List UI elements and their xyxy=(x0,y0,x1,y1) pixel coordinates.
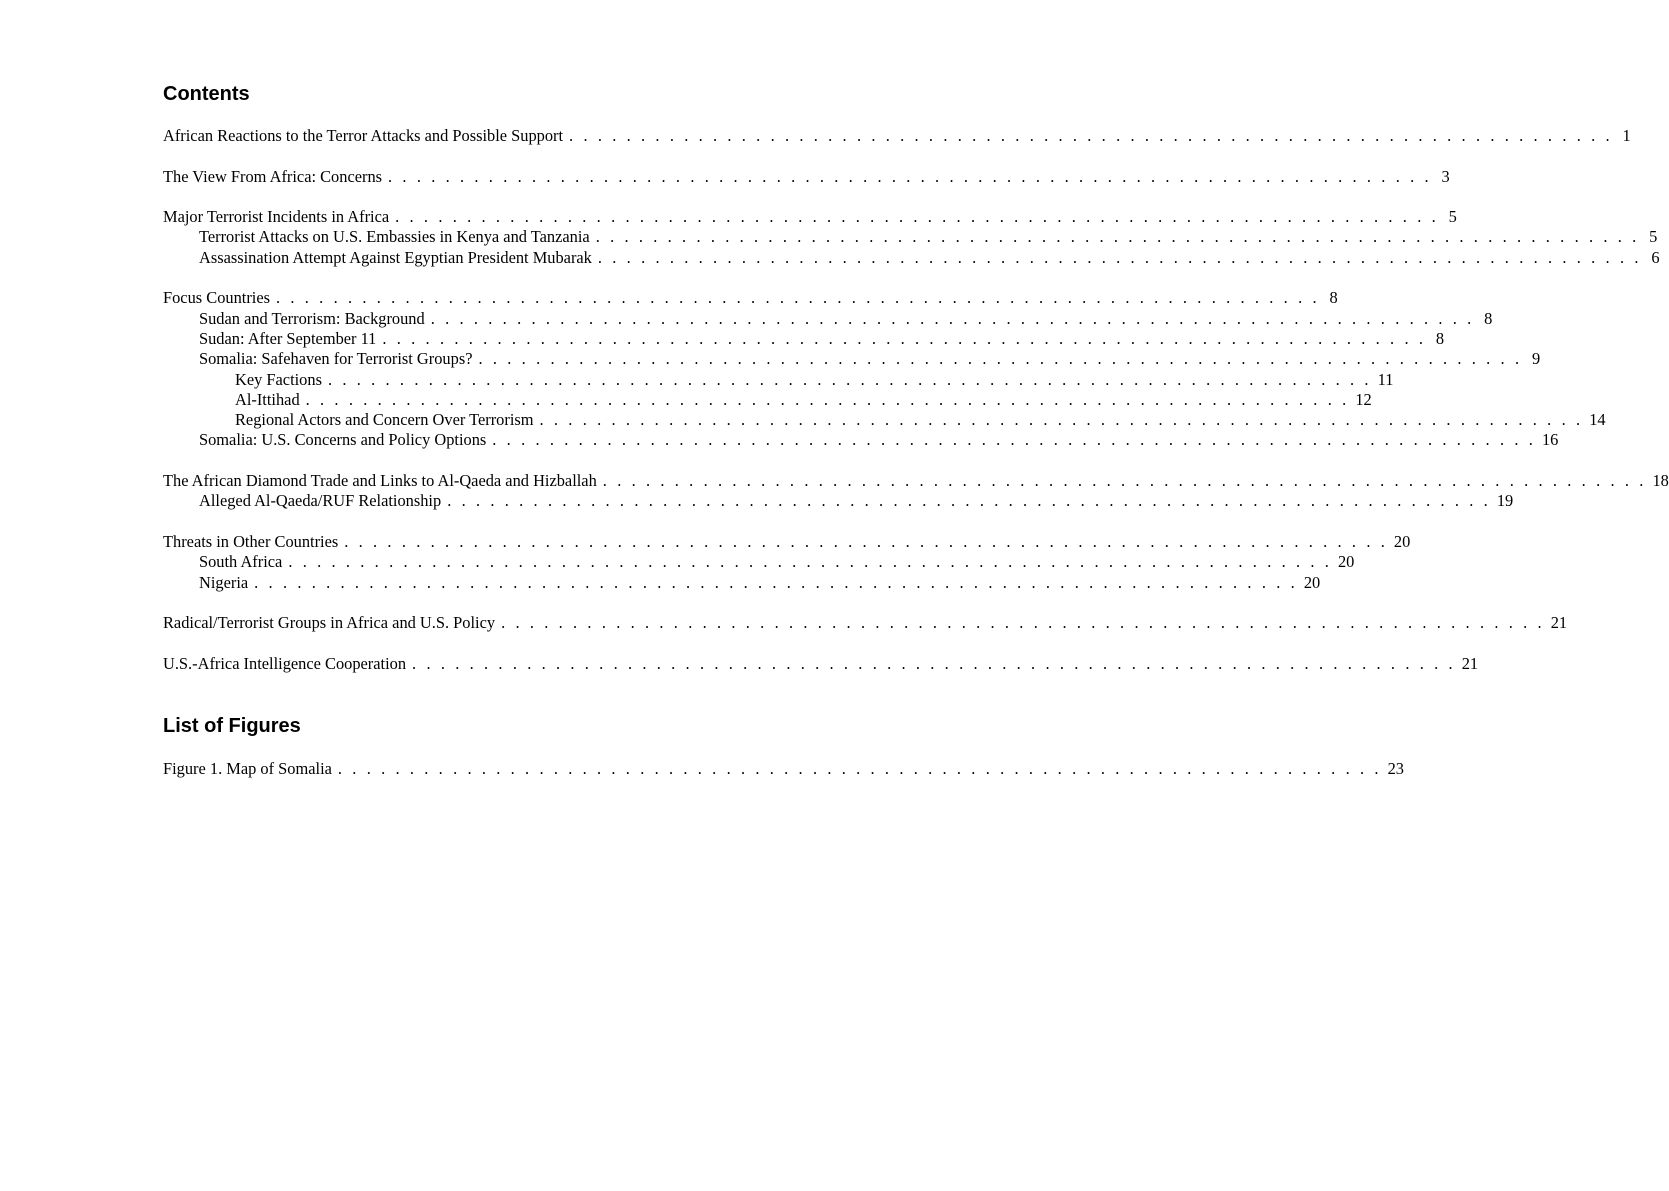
toc-entry-page: 5 xyxy=(1448,207,1457,227)
toc-entry-title: Assassination Attempt Against Egyptian President Mubarak xyxy=(199,247,592,267)
toc-entry-page: 20 xyxy=(1393,531,1411,551)
toc-entry-page: 8 xyxy=(1329,288,1338,308)
toc-entry[interactable] xyxy=(163,126,1631,146)
toc-entry-page: 14 xyxy=(1589,410,1606,430)
toc-entry-page: 8 xyxy=(1484,308,1493,328)
toc-entry-page: 20 xyxy=(1337,552,1355,572)
toc-entry-title: Terrorist Attacks on U.S. Embassies in Kenya and Tanzania xyxy=(199,227,590,247)
dot-leader: . . . . . . . . . . . . . . . . . . . . . . . . . . . . . . . . . . . . . . . . . . . . . . . . . . . . . . . . . . . . . . . . . . . . . . . . . xyxy=(492,430,1536,450)
toc-entry[interactable] xyxy=(163,247,1660,268)
toc-entry[interactable] xyxy=(163,308,1493,329)
contents-list xyxy=(163,126,1669,674)
toc-entry-page: 21 xyxy=(1550,613,1568,633)
toc-entry[interactable] xyxy=(163,430,1559,450)
toc-entry-page: 18 xyxy=(1652,471,1669,491)
toc-entry[interactable] xyxy=(163,613,1568,633)
toc-entry[interactable] xyxy=(163,410,1606,430)
toc-entry-title: Sudan and Terrorism: Background xyxy=(199,308,425,328)
toc-entry-title: Major Terrorist Incidents in Africa xyxy=(163,207,390,227)
toc-entry-title: Sudan: After September 11 xyxy=(199,328,377,348)
dot-leader: . . . . . . . . . . . . . . . . . . . . . . . . . . . . . . . . . . . . . . . . . . . . . . . . . . . . . . . . . . . . . . . . . . . . . . . . . xyxy=(602,471,1647,491)
toc-entry-title: U.S.-Africa Intelligence Cooperation xyxy=(163,653,407,673)
toc-entry-page: 16 xyxy=(1541,430,1559,450)
dot-leader: . . . . . . . . . . . . . . . . . . . . . . . . . . . . . . . . . . . . . . . . . . . . . . . . . . . . . . . . . . . . . . . . . . . . . . . . . xyxy=(501,613,1545,633)
dot-leader: . . . . . . . . . . . . . . . . . . . . . . . . . . . . . . . . . . . . . . . . . . . . . . . . . . . . . . . . . . . . . . . . . . . . . . . . . xyxy=(305,389,1350,409)
figure-entry-title: Figure 1. Map of Somalia xyxy=(163,759,332,778)
toc-entry-page: 19 xyxy=(1496,491,1514,511)
contents-heading: Contents xyxy=(163,83,250,105)
toc-entry[interactable] xyxy=(163,572,1321,593)
dot-leader: . . . . . . . . . . . . . . . . . . . . . . . . . . . . . . . . . . . . . . . . . . . . . . . . . . . . . . . . . . . . . . . . . . . . . . . . . xyxy=(337,759,1382,778)
dot-leader: . . . . . . . . . . . . . . . . . . . . . . . . . . . . . . . . . . . . . . . . . . . . . . . . . . . . . . . . . . . . . . . . . . . . . . . . . xyxy=(597,247,1642,267)
toc-entry-page: 6 xyxy=(1651,247,1660,267)
toc-entry-title: Al-Ittihad xyxy=(235,389,300,409)
dot-leader: . . . . . . . . . . . . . . . . . . . . . . . . . . . . . . . . . . . . . . . . . . . . . . . . . . . . . . . . . . . . . . . . . . . . . . . . . xyxy=(539,410,1584,430)
dot-leader: . . . . . . . . . . . . . . . . . . . . . . . . . . . . . . . . . . . . . . . . . . . . . . . . . . . . . . . . . . . . . . . . . . . . . . . . . xyxy=(430,308,1475,328)
toc-entry-page: 21 xyxy=(1461,653,1479,673)
figures-list xyxy=(163,759,1404,779)
toc-entry-title: South Africa xyxy=(199,552,283,572)
dot-leader: . . . . . . . . . . . . . . . . . . . . . . . . . . . . . . . . . . . . . . . . . . . . . . . . . . . . . . . . . . . . . . . . . . . . . . . . . xyxy=(327,369,1372,389)
toc-entry[interactable] xyxy=(163,531,1411,552)
toc-entry-page: 11 xyxy=(1377,369,1394,389)
dot-leader: . . . . . . . . . . . . . . . . . . . . . . . . . . . . . . . . . . . . . . . . . . . . . . . . . . . . . . . . . . . . . . . . . . . . . . . . . xyxy=(447,491,1491,511)
toc-entry-title: The African Diamond Trade and Links to Al-Qaeda and Hizballah xyxy=(163,471,597,491)
dot-leader: . . . . . . . . . . . . . . . . . . . . . . . . . . . . . . . . . . . . . . . . . . . . . . . . . . . . . . . . . . . . . . . . . . . . . . . . . xyxy=(344,531,1388,551)
toc-entry-title: Alleged Al-Qaeda/RUF Relationship xyxy=(199,491,442,511)
dot-leader: . . . . . . . . . . . . . . . . . . . . . . . . . . . . . . . . . . . . . . . . . . . . . . . . . . . . . . . . . . . . . . . . . . . . . . . . . xyxy=(569,126,1613,145)
toc-entry[interactable] xyxy=(163,389,1372,410)
dot-leader: . . . . . . . . . . . . . . . . . . . . . . . . . . . . . . . . . . . . . . . . . . . . . . . . . . . . . . . . . . . . . . . . . . . . . . . . . xyxy=(254,572,1298,592)
dot-leader: . . . . . . . . . . . . . . . . . . . . . . . . . . . . . . . . . . . . . . . . . . . . . . . . . . . . . . . . . . . . . . . . . . . . . . . . . xyxy=(412,653,1456,673)
toc-entry[interactable] xyxy=(163,166,1450,187)
toc-entry-page: 5 xyxy=(1649,227,1658,247)
toc-entry[interactable] xyxy=(163,288,1338,308)
figure-entry-page: 23 xyxy=(1387,759,1404,778)
toc-entry-page: 9 xyxy=(1531,349,1541,369)
dot-leader: . . . . . . . . . . . . . . . . . . . . . . . . . . . . . . . . . . . . . . . . . . . . . . . . . . . . . . . . . . . . . . . . . . . . . . . . . xyxy=(388,166,1432,186)
dot-leader: . . . . . . . . . . . . . . . . . . . . . . . . . . . . . . . . . . . . . . . . . . . . . . . . . . . . . . . . . . . . . . . . . . . . . . . . . xyxy=(382,328,1427,348)
dot-leader: . . . . . . . . . . . . . . . . . . . . . . . . . . . . . . . . . . . . . . . . . . . . . . . . . . . . . . . . . . . . . . . . . . . . . . . . . xyxy=(276,288,1320,308)
figure-entry[interactable] xyxy=(163,759,1404,779)
dot-leader: . . . . . . . . . . . . . . . . . . . . . . . . . . . . . . . . . . . . . . . . . . . . . . . . . . . . . . . . . . . . . . . . . . . . . . . . . xyxy=(478,349,1523,369)
toc-entry-page: 1 xyxy=(1622,126,1631,145)
toc-entry-title: Key Factions xyxy=(235,369,322,389)
toc-entry[interactable] xyxy=(163,491,1514,511)
toc-entry-page: 12 xyxy=(1355,389,1372,409)
toc-entry-page: 20 xyxy=(1303,572,1321,592)
toc-entry-title: African Reactions to the Terror Attacks and Possible Support xyxy=(163,126,564,145)
toc-entry-title: Threats in Other Countries xyxy=(163,531,339,551)
toc-entry-title: Regional Actors and Concern Over Terrorism xyxy=(235,410,534,430)
toc-entry[interactable] xyxy=(163,207,1457,227)
toc-entry-page: 3 xyxy=(1441,166,1450,186)
toc-entry[interactable] xyxy=(163,653,1479,674)
toc-entry[interactable] xyxy=(163,328,1445,349)
dot-leader: . . . . . . . . . . . . . . . . . . . . . . . . . . . . . . . . . . . . . . . . . . . . . . . . . . . . . . . . . . . . . . . . . . . . . . . . . xyxy=(395,207,1439,227)
toc-entry[interactable] xyxy=(163,349,1541,369)
toc-entry-page: 8 xyxy=(1435,328,1445,348)
dot-leader: . . . . . . . . . . . . . . . . . . . . . . . . . . . . . . . . . . . . . . . . . . . . . . . . . . . . . . . . . . . . . . . . . . . . . . . . . xyxy=(288,552,1332,572)
dot-leader: . . . . . . . . . . . . . . . . . . . . . . . . . . . . . . . . . . . . . . . . . . . . . . . . . . . . . . . . . . . . . . . . . . . . . . . . . xyxy=(595,227,1640,247)
toc-entry-title: Somalia: U.S. Concerns and Policy Options xyxy=(199,430,487,450)
toc-entry[interactable] xyxy=(163,369,1394,390)
toc-entry[interactable] xyxy=(163,552,1355,572)
toc-entry[interactable] xyxy=(163,471,1669,491)
toc-entry-title: Focus Countries xyxy=(163,288,270,308)
toc-entry-title: Somalia: Safehaven for Terrorist Groups? xyxy=(199,349,473,369)
toc-entry-title: Nigeria xyxy=(199,572,249,592)
toc-entry-title: Radical/Terrorist Groups in Africa and U.S. Policy xyxy=(163,613,496,633)
list-of-figures-heading: List of Figures xyxy=(163,715,301,737)
toc-entry[interactable] xyxy=(163,227,1658,247)
toc-entry-title: The View From Africa: Concerns xyxy=(163,166,383,186)
